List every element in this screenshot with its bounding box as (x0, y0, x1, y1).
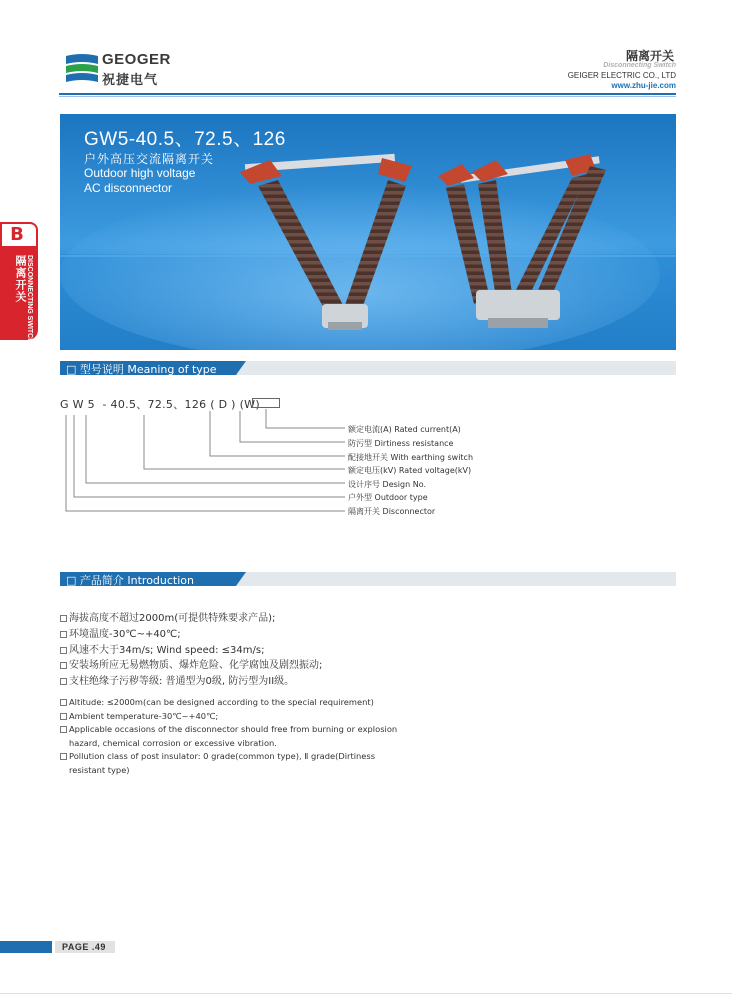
type-code: G W 5 - 40.5、72.5、126 ( D ) (W) (60, 398, 260, 411)
checkbox-icon (60, 699, 67, 706)
intro-cn-text: 支柱绝缘子污秽等级: 普通型为0级, 防污型为II级。 (69, 676, 295, 687)
header-title-en: Disconnecting Switch (603, 62, 676, 69)
intro-cn-item (60, 625, 181, 640)
legend-design-no: 设计序号 Design No. (348, 480, 426, 489)
intro-en-item (60, 697, 374, 707)
hero-subtitle-cn: 户外高压交流隔离开关 (84, 152, 215, 166)
legend-dirtiness-resistance: 防污型 Dirtiness resistance (348, 439, 454, 448)
intro-en-item (60, 751, 375, 761)
legend-earthing-switch: 配接地开关 With earthing switch (348, 453, 474, 462)
intro-en-item (60, 724, 397, 734)
brand-name-cn: 祝捷电气 (102, 73, 159, 88)
brand-name: GEOGER (102, 51, 171, 68)
intro-cn-text: 海拔高度不超过2000m(可提供特殊要求产品); (69, 613, 276, 624)
checkbox-icon (60, 647, 67, 654)
intro-en-text: Applicable occasions of the disconnector should free from burning or explosion (69, 724, 398, 734)
type-section-heading: □ 型号说明 Meaning of type (66, 363, 217, 376)
intro-cn-text: 风速不大于34m/s; Wind speed: ≤34m/s; (69, 645, 265, 656)
intro-en-text: Altitude: ≤2000m(can be designed according to the special requirement) (69, 697, 374, 707)
intro-en-item-continued: hazard, chemical corrosion or excessive vibration. (69, 738, 277, 748)
checkbox-icon (60, 726, 67, 733)
checkbox-icon (60, 753, 67, 760)
legend-outdoor-type: 户外型 Outdoor type (348, 493, 428, 502)
header-divider-thin (59, 96, 676, 97)
intro-en-item (60, 711, 218, 721)
intro-cn-item (60, 609, 275, 624)
footer-blue-bar (0, 941, 52, 953)
intro-cn-text: 环境温度-30℃~+40℃; (69, 629, 181, 640)
hero-subtitle-en-2: AC disconnector (84, 181, 173, 195)
header-title-cn: 隔离开关 (625, 49, 674, 63)
intro-en-text: Ambient temperature-30℃~+40℃; (69, 711, 219, 721)
intro-cn-item (60, 672, 294, 687)
checkbox-icon (60, 713, 67, 720)
checkbox-icon (60, 631, 67, 638)
hero-title: GW5-40.5、72.5、126 (84, 129, 286, 150)
checkbox-icon (60, 662, 67, 669)
footer-divider (0, 993, 732, 994)
intro-section-heading: □ 产品简介 Introduction (66, 574, 194, 587)
type-diagram-lines (60, 405, 360, 520)
legend-rated-voltage: 额定电压(kV) Rated voltage(kV) (348, 466, 472, 475)
side-tab-letter: B (10, 224, 24, 245)
page-number: PAGE .49 (62, 942, 106, 952)
intro-cn-item (60, 656, 322, 671)
legend-disconnector: 隔离开关 Disconnector (348, 507, 436, 516)
header-website-link[interactable]: www.zhu-jie.com (611, 81, 676, 90)
side-tab-label-en: DISCONNECTING SWITCH (26, 255, 33, 344)
hero-subtitle-en-1: Outdoor high voltage (84, 166, 196, 180)
intro-en-item-continued: resistant type) (69, 765, 130, 775)
side-tab-label-cn: 隔离开关 (14, 255, 27, 303)
intro-cn-text: 安装场所应无易燃物质、爆炸危险、化学腐蚀及剧烈振动; (69, 660, 323, 671)
header-company: GEIGER ELECTRIC CO., LTD (567, 71, 676, 80)
legend-rated-current: 额定电流(A) Rated current(A) (348, 425, 461, 434)
intro-cn-item (60, 641, 264, 656)
geoger-logo-icon (64, 52, 100, 84)
header-divider (59, 93, 676, 95)
checkbox-icon (60, 678, 67, 685)
checkbox-icon (60, 615, 67, 622)
intro-en-text: Pollution class of post insulator: 0 grade(common type), Ⅱ grade(Dirtiness (69, 751, 376, 761)
